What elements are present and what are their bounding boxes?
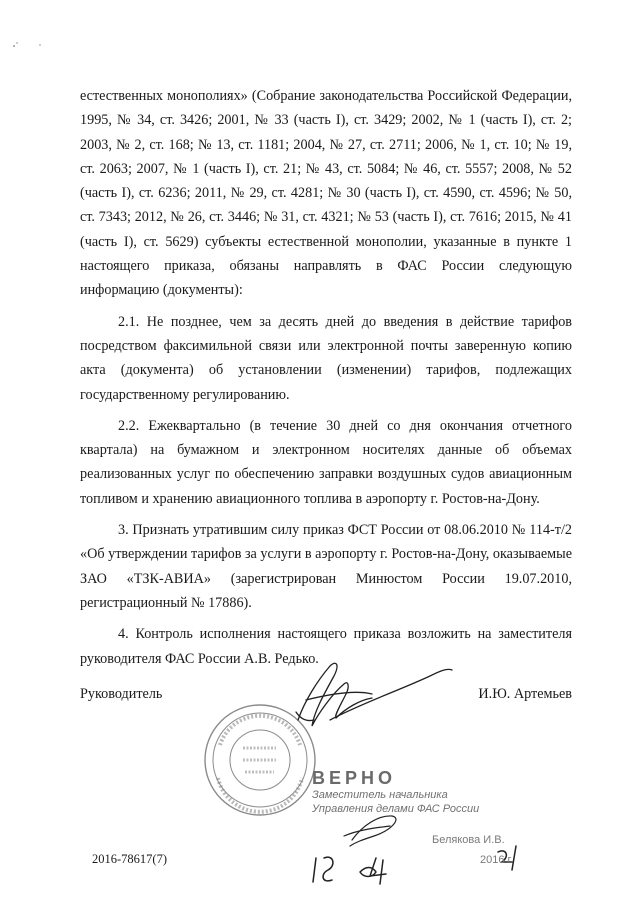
stamp-position-line1: Заместитель начальника xyxy=(312,789,448,801)
scan-artifact-dots xyxy=(12,40,52,50)
signature-row xyxy=(80,686,572,710)
intro-paragraph: естественных монополиях» (Собрание законодательства Российской Федерации, 1995, № 34, ст. 3426; 2001, № 33 (часть I), ст. 3429; 2002, № 1 (часть I), ст. 2; 2003, № 2, ст. 168; № 13, ст. 1181; 2004, № 27, ст. 2711; 2006, № 1, ст. 10; № 19, ст. 2063; 2007, № 1 (часть I), ст. 21; № 43, ст. 5084; № 46, ст. 5557; 2008, № 52 (часть I), ст. 6236; 2011, № 29, ст. 4281; № 30 (часть I), ст. 4590, ст. 4596; № 50, ст. 7343; 2012, № 26, ст. 3446; № 31, ст. 4321; № 53 (часть I), ст. 7616; 2015, № 41 (часть I), ст. 5629) субъекты естественной монополии, указанные в пункте 1 настоящего приказа, обязаны направлять в ФАС России следующую информацию (документы): xyxy=(80,88,572,299)
stamp-signer-name: Белякова И.В. xyxy=(432,834,505,846)
item-3-paragraph: 3. Признать утратившим силу приказ ФСТ России от 08.06.2010 № 114-т/2 «Об утверждении тарифов за услуги в аэропорту г. Ростов-на-Дону, оказываемые ЗАО «ТЗК-АВИА» (зарегистрирован Минюстом России 19.07.2010, регистрационный № 17886). xyxy=(80,522,572,611)
stamp-title: ВЕРНО xyxy=(312,768,397,788)
certified-copy-stamp xyxy=(310,768,540,878)
stamp-year: 2016 г. xyxy=(480,854,514,866)
stamp-position-line2: Управления делами ФАС России xyxy=(312,803,480,815)
document-number: 2016-78617(7) xyxy=(92,852,167,866)
order-body-text xyxy=(80,84,572,671)
item-2-2-paragraph: 2.2. Ежеквартально (в течение 30 дней со дня окончания отчетного квартала) на бумажном и электронном носителях данные об объемах реализованных услуг по обеспечению заправки воздушных судов авиационным топливом и хранению авиационного топлива в аэропорту г. Ростов-на-Дону. xyxy=(80,417,572,507)
signer-name: И.Ю. Артемьев xyxy=(478,686,572,702)
item-2-1-paragraph: 2.1. Не позднее, чем за десять дней до введения в действие тарифов посредством факсимильной связи или электронной почты заверенную копию акта (документа) об установлении (изменении) тарифов, подлежащих государственному регулированию. xyxy=(80,313,572,403)
item-4-paragraph: 4. Контроль исполнения настоящего приказа возложить на заместителя руководителя ФАС России А.В. Редько. xyxy=(80,626,572,667)
official-seal xyxy=(205,705,315,815)
signer-position: Руководитель xyxy=(80,686,163,702)
